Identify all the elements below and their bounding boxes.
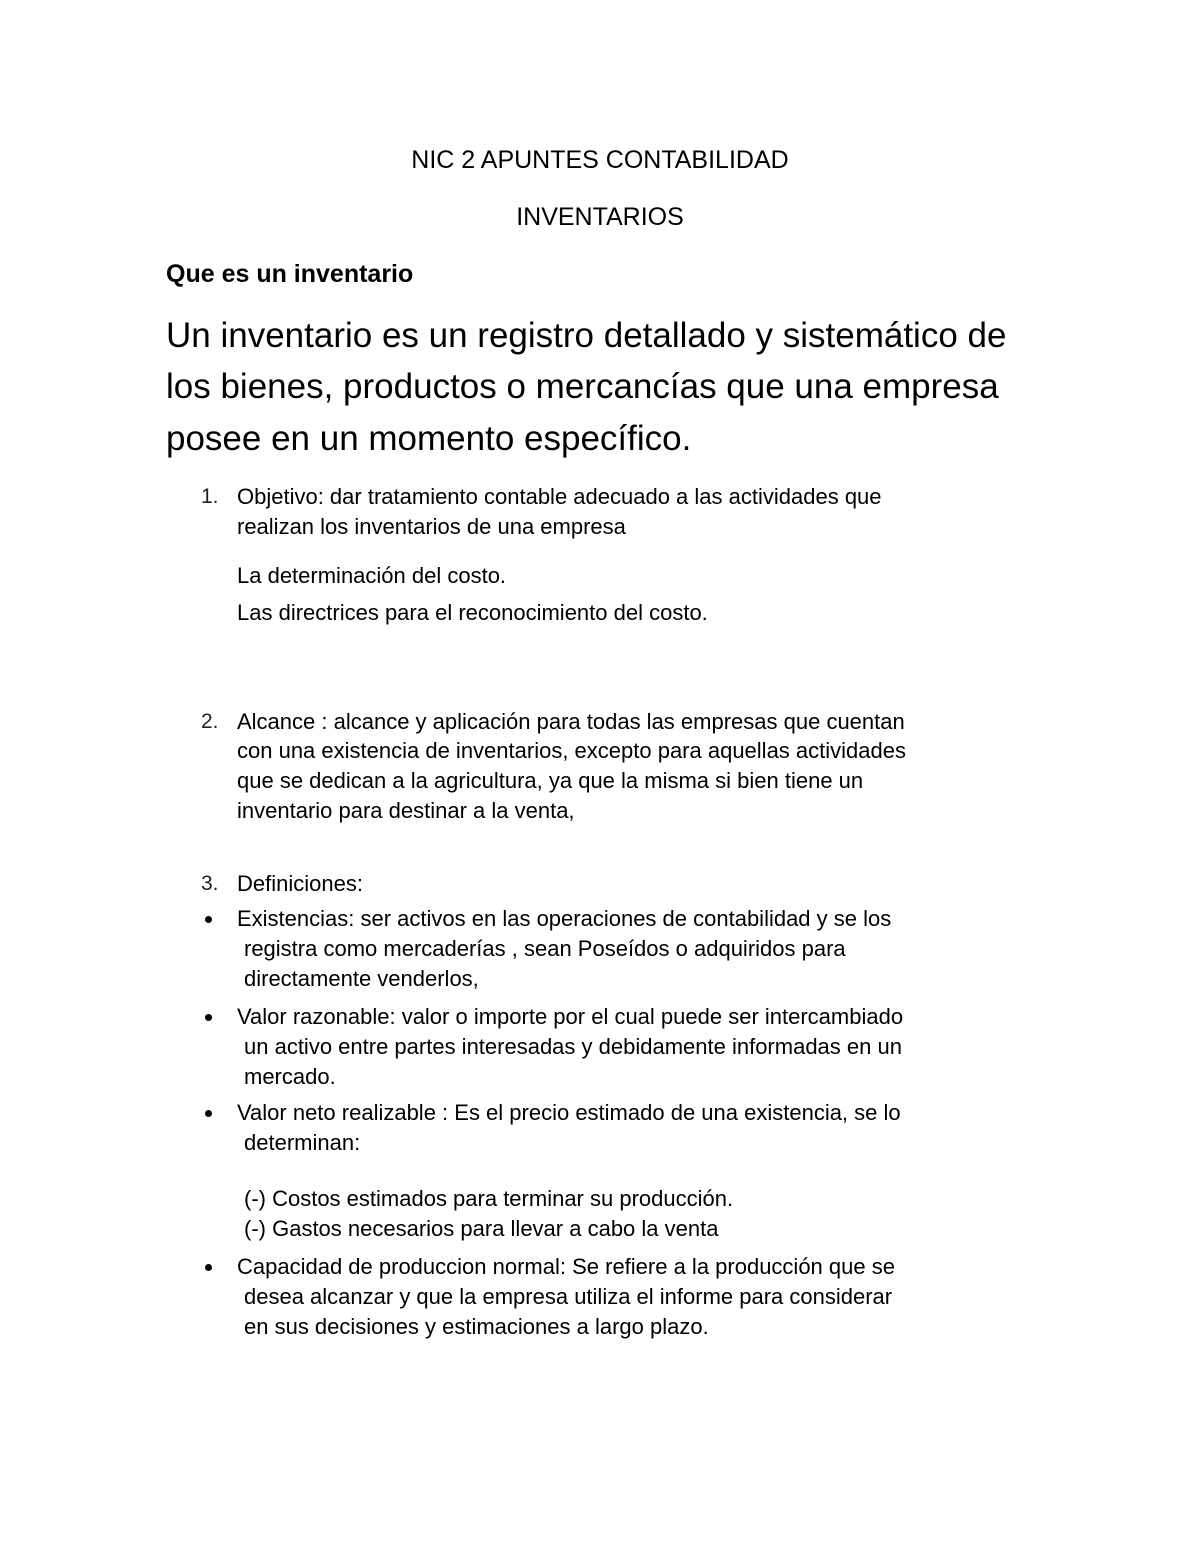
bullet-item-line: Existencias: ser activos en las operaciones de contabilidad y se los (237, 906, 892, 931)
list-sub-line: Las directrices para el reconocimiento del costo. (237, 600, 708, 625)
list-item-line: que se dedican a la agricultura, ya que la misma si bien tiene un (237, 768, 864, 793)
bullet-item-line: determinan: (244, 1130, 361, 1155)
document-subtitle: INVENTARIOS (516, 203, 684, 231)
list-sub-line: La determinación del costo. (237, 563, 507, 588)
bullet-icon (205, 1110, 212, 1117)
list-number: 1. (201, 485, 219, 508)
list-number: 3. (201, 872, 219, 895)
definition-line: Un inventario es un registro detallado y sistemático de (166, 316, 1007, 355)
bullet-icon (205, 916, 212, 923)
section-heading: Que es un inventario (166, 260, 414, 288)
list-item-line: realizan los inventarios de una empresa (237, 514, 626, 539)
list-item-line: con una existencia de inventarios, excepto para aquellas actividades (237, 738, 906, 763)
bullet-item-line: Capacidad de produccion normal: Se refiere a la producción que se (237, 1254, 895, 1279)
bullet-item-line: directamente venderlos, (244, 966, 479, 991)
bullet-item-line: un activo entre partes interesadas y debidamente informadas en un (244, 1034, 902, 1059)
definition-line: los bienes, productos o mercancías que una empresa (166, 367, 999, 406)
list-item-line: Alcance : alcance y aplicación para todas las empresas que cuentan (237, 709, 905, 734)
bullet-icon (205, 1014, 212, 1021)
bullet-sub-line: (-) Gastos necesarios para llevar a cabo la venta (244, 1216, 719, 1241)
list-item-line: Objetivo: dar tratamiento contable adecuado a las actividades que (237, 484, 882, 509)
bullet-item-line: Valor neto realizable : Es el precio estimado de una existencia, se lo (237, 1100, 901, 1125)
definition-line: posee en un momento específico. (166, 419, 692, 458)
bullet-item-line: registra como mercaderías , sean Poseídos o adquiridos para (244, 936, 846, 961)
bullet-item-line: mercado. (244, 1064, 336, 1089)
bullet-item-line: desea alcanzar y que la empresa utiliza el informe para considerar (244, 1284, 893, 1309)
bullet-sub-line: (-) Costos estimados para terminar su producción. (244, 1186, 734, 1211)
list-item-line: inventario para destinar a la venta, (237, 798, 575, 823)
bullet-item-line: en sus decisiones y estimaciones a largo plazo. (244, 1314, 709, 1339)
bullet-item-line: Valor razonable: valor o importe por el cual puede ser intercambiado (237, 1004, 904, 1029)
bullet-icon (205, 1264, 212, 1271)
document-title: NIC 2 APUNTES CONTABILIDAD (411, 146, 789, 174)
list-number: 2. (201, 710, 219, 733)
list-item-line: Definiciones: (237, 871, 363, 896)
